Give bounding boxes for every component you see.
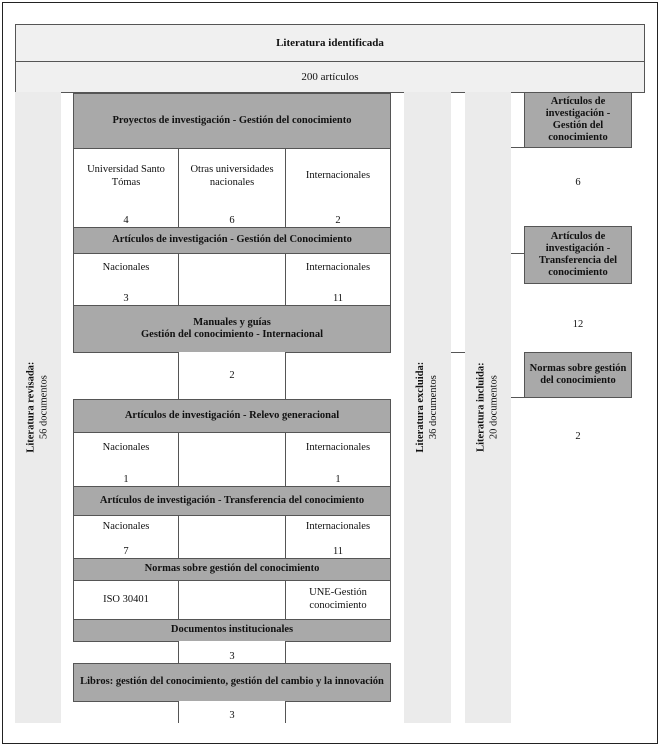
articles-gc-value-international	[285, 283, 391, 306]
section-header-institutional	[73, 619, 391, 642]
projects-header-text: Proyectos de investigación - Gestión del conocimiento	[112, 114, 352, 126]
transfer-value-national	[73, 538, 179, 559]
included-item-standards-label: Normas sobre gestión del conocimiento	[529, 362, 627, 386]
projects-col-national-label: Otras universidades nacionales	[190, 163, 274, 188]
included-literature-column	[465, 92, 511, 723]
section-header-manuals	[73, 305, 391, 353]
projects-value-ust-text: 4	[123, 215, 129, 226]
divider	[178, 580, 179, 620]
standards-col-iso	[73, 580, 179, 620]
books-value	[178, 701, 286, 723]
included-item-transfer	[524, 226, 632, 284]
projects-col-ust	[73, 148, 179, 205]
included-item-transfer-label: Artículos de investigación - Transferencia del conocimiento	[538, 230, 618, 279]
included-value-articles-gc-text: 6	[575, 176, 581, 188]
divider	[178, 515, 179, 559]
included-item-articles-gc-label: Artículos de investigación - Gestión del conocimiento	[545, 95, 611, 144]
excluded-count: 36 documentos	[428, 375, 440, 440]
transfer-header-text: Artículos de investigación - Transferencia del conocimiento	[99, 494, 365, 506]
divider	[178, 432, 179, 487]
articles-gc-header-text: Artículos de investigación - Gestión del Conocimiento	[112, 234, 352, 246]
transfer-col-national-label: Nacionales	[102, 520, 150, 532]
reviewed-title: Literatura revisada:	[25, 361, 37, 454]
standards-une-label: UNE-Gestión conocimiento	[309, 587, 367, 611]
connector-line	[511, 253, 524, 254]
excluded-title: Literatura excluida:	[415, 362, 427, 453]
included-value-transfer-text: 12	[572, 318, 584, 330]
section-header-projects	[73, 93, 391, 149]
relevo-col-international-label: Internacionales	[305, 442, 371, 454]
included-item-standards	[524, 352, 632, 398]
relevo-value-national	[73, 464, 179, 487]
section-header-standards	[73, 558, 391, 581]
included-title: Literatura incluida:	[475, 362, 487, 453]
transfer-value-international-text: 11	[332, 546, 344, 557]
divider	[178, 253, 179, 306]
connector-line	[511, 147, 524, 148]
section-header-relevo	[73, 399, 391, 433]
section-header-articles-gc	[73, 227, 391, 254]
transfer-col-international	[285, 515, 391, 539]
projects-value-international-text: 2	[335, 215, 341, 226]
relevo-header-text: Artículos de investigación - Relevo generacional	[124, 409, 340, 421]
articles-gc-value-international-text: 11	[332, 293, 344, 304]
included-value-standards-text: 2	[575, 430, 581, 442]
institutional-header-text: Documentos institucionales	[170, 624, 294, 636]
articles-gc-col-national	[73, 253, 179, 284]
articles-gc-value-national-text: 3	[123, 293, 129, 304]
standards-col-une	[285, 580, 391, 620]
articles-gc-col-national-label: Nacionales	[102, 262, 150, 274]
connector-line	[451, 352, 465, 353]
identified-literature-title: Literatura identificada	[276, 37, 384, 49]
institutional-value-text: 3	[229, 651, 235, 662]
included-count: 20 documentos	[489, 375, 501, 440]
articles-gc-value-national	[73, 283, 179, 306]
projects-value-national-text: 6	[229, 215, 235, 226]
identified-literature-bar	[15, 24, 645, 62]
manuals-header-line1: Manuales y guías	[193, 316, 271, 328]
projects-value-international	[285, 204, 391, 228]
institutional-value	[178, 641, 286, 664]
relevo-col-national-label: Nacionales	[102, 442, 150, 454]
projects-value-national	[178, 204, 286, 228]
books-header-text: Libros: gestión del conocimiento, gestión del cambio y la innovación	[80, 676, 384, 688]
identified-count: 200 artículos	[301, 71, 359, 83]
included-value-transfer	[524, 310, 632, 338]
transfer-col-international-label: Internacionales	[305, 520, 371, 532]
transfer-value-international	[285, 538, 391, 559]
manuals-value-text: 2	[229, 369, 235, 381]
included-value-articles-gc	[524, 168, 632, 196]
projects-col-international-label: Internacionales	[305, 170, 371, 182]
relevo-value-international	[285, 464, 391, 487]
included-value-standards	[524, 422, 632, 450]
relevo-value-national-text: 1	[123, 474, 129, 485]
transfer-value-national-text: 7	[123, 546, 129, 557]
relevo-col-international	[285, 432, 391, 465]
section-header-transfer	[73, 486, 391, 516]
standards-iso-label: ISO 30401	[103, 593, 149, 605]
standards-header-text: Normas sobre gestión del conocimiento	[144, 563, 320, 575]
articles-gc-col-international	[285, 253, 391, 284]
reviewed-count: 56 documentos	[39, 375, 50, 440]
section-header-books	[73, 663, 391, 702]
connector-line	[511, 397, 524, 398]
included-item-articles-gc	[524, 92, 632, 148]
projects-col-international	[285, 148, 391, 205]
transfer-col-national	[73, 515, 179, 539]
reviewed-literature-column	[15, 92, 61, 723]
books-value-text: 3	[229, 710, 235, 721]
manuals-header-line2: Gestión del conocimiento - Internacional	[141, 329, 323, 340]
projects-col-ust-label: Universidad Santo Tómas	[87, 163, 165, 188]
articles-gc-col-international-label: Internacionales	[305, 262, 371, 274]
relevo-value-international-text: 1	[335, 474, 341, 485]
projects-value-ust	[73, 204, 179, 228]
relevo-col-national	[73, 432, 179, 465]
manuals-value	[178, 352, 286, 400]
excluded-literature-column	[404, 92, 451, 723]
projects-col-national	[178, 148, 286, 205]
identified-count-bar	[15, 61, 645, 93]
